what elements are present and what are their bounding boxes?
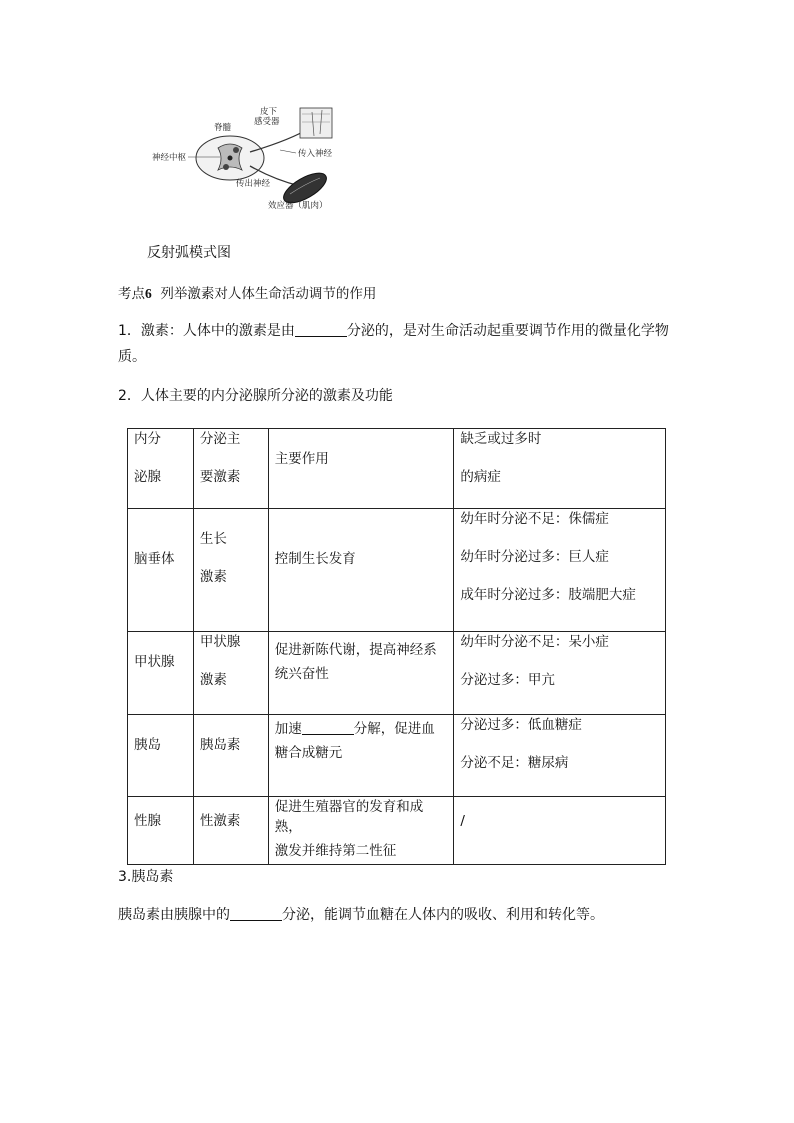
reflex-arc-illustration <box>140 100 380 220</box>
row-disease <box>454 715 666 797</box>
row-function <box>268 797 454 865</box>
function-text: 激发并维持第二性征 <box>274 843 397 859</box>
label-nerve-center: 神经中枢 <box>152 153 187 163</box>
function-text: 促进新陈代谢，提高神经系 <box>274 642 437 658</box>
row-gland <box>128 715 194 797</box>
function-text: 糖合成糖元 <box>274 745 343 761</box>
hormone-name-line: 甲状腺 <box>199 634 241 650</box>
item-1 <box>118 318 678 370</box>
section-title: 列举激素对人体生命活动调节的作用 <box>160 286 377 302</box>
header-hormone <box>193 429 268 509</box>
table-row <box>128 797 666 865</box>
header-disease-line: 的病症 <box>460 469 501 485</box>
reflex-arc-diagram <box>140 100 380 220</box>
table-row <box>128 632 666 715</box>
header-gland <box>128 429 194 509</box>
header-disease <box>454 429 666 509</box>
disease-line: 幼年时分泌过多：巨人症 <box>460 549 609 565</box>
hormone-name-line: 激素 <box>199 672 227 688</box>
hormone-name-line: 激素 <box>199 569 227 585</box>
gland-name: 脑垂体 <box>134 551 175 567</box>
row-function <box>268 509 454 632</box>
row-disease <box>454 797 666 865</box>
label-afferent-nerve: 传入神经 <box>298 149 333 159</box>
row-hormone <box>193 715 268 797</box>
item-3 <box>118 902 678 928</box>
diagram-caption: 反射弧模式图 <box>147 245 231 261</box>
table-header-row <box>128 429 666 509</box>
section-prefix: 考点 <box>118 286 145 302</box>
header-gland-line: 泌腺 <box>134 469 161 485</box>
header-hormone-line: 要激素 <box>199 469 241 485</box>
label-efferent-nerve: 传出神经 <box>236 179 271 189</box>
disease-line: 分泌不足：糖尿病 <box>460 755 569 771</box>
disease-line: 幼年时分泌不足：侏儒症 <box>460 511 609 527</box>
item3-heading: 3.胰岛素 <box>118 869 174 885</box>
item3-after: 分泌，能调节血糖在人体内的吸收、利用和转化等。 <box>282 907 604 923</box>
disease-line: / <box>460 813 465 829</box>
item1-line2: 质。 <box>118 349 146 365</box>
table-row <box>128 715 666 797</box>
item1-before: 1．激素：人体中的激素是由 <box>118 323 295 339</box>
function-text: 统兴奋性 <box>274 666 329 682</box>
row-gland <box>128 509 194 632</box>
hormone-name-line: 性激素 <box>199 813 241 829</box>
gland-name: 甲状腺 <box>134 654 175 670</box>
section-number: 6 <box>145 286 152 301</box>
function-text: 控制生长发育 <box>274 551 356 567</box>
fill-blank <box>295 322 347 337</box>
row-function <box>268 632 454 715</box>
header-hormone-line: 分泌主 <box>199 431 241 447</box>
function-text-part: 分解，促进血 <box>353 721 435 737</box>
header-function-text: 主要作用 <box>274 451 329 467</box>
header-disease-line: 缺乏或过多时 <box>460 431 542 447</box>
disease-line: 成年时分泌过多：肢端肥大症 <box>460 587 636 603</box>
item1-after: 分泌的，是对生命活动起重要调节作用的微量化学物 <box>346 323 669 339</box>
disease-line: 分泌过多：甲亢 <box>460 672 555 688</box>
header-function <box>268 429 454 509</box>
header-gland-line: 内分 <box>134 431 161 447</box>
row-hormone <box>193 797 268 865</box>
label-spinal-cord: 脊髓 <box>214 123 232 133</box>
disease-line: 分泌过多：低血糖症 <box>460 717 582 733</box>
item3-before: 胰岛素由胰腺中的 <box>118 907 230 923</box>
function-text-part: 加速 <box>274 721 302 737</box>
gland-name: 胰岛 <box>134 737 161 753</box>
function-text: 促进生殖器官的发育和成熟， <box>274 799 424 835</box>
fill-blank <box>230 906 282 921</box>
label-skin-receptor-2: 感受器 <box>254 117 280 127</box>
table-row <box>128 509 666 632</box>
function-text <box>275 719 448 739</box>
row-function <box>268 715 454 797</box>
fill-blank <box>302 720 354 735</box>
row-gland <box>128 797 194 865</box>
disease-line: 幼年时分泌不足：呆小症 <box>460 634 609 650</box>
item-2: 2．人体主要的内分泌腺所分泌的激素及功能 <box>118 388 393 404</box>
hormone-name-line: 胰岛素 <box>199 737 241 753</box>
row-disease <box>454 632 666 715</box>
gland-name: 性腺 <box>134 813 161 829</box>
hormone-name-line: 生长 <box>199 531 227 547</box>
label-skin-receptor-1: 皮下 <box>260 107 278 117</box>
row-hormone <box>193 632 268 715</box>
row-hormone <box>193 509 268 632</box>
label-effector: 效应器（肌肉） <box>268 201 328 211</box>
hormone-table <box>127 428 666 865</box>
row-disease <box>454 509 666 632</box>
row-gland <box>128 632 194 715</box>
section-heading <box>118 282 376 302</box>
